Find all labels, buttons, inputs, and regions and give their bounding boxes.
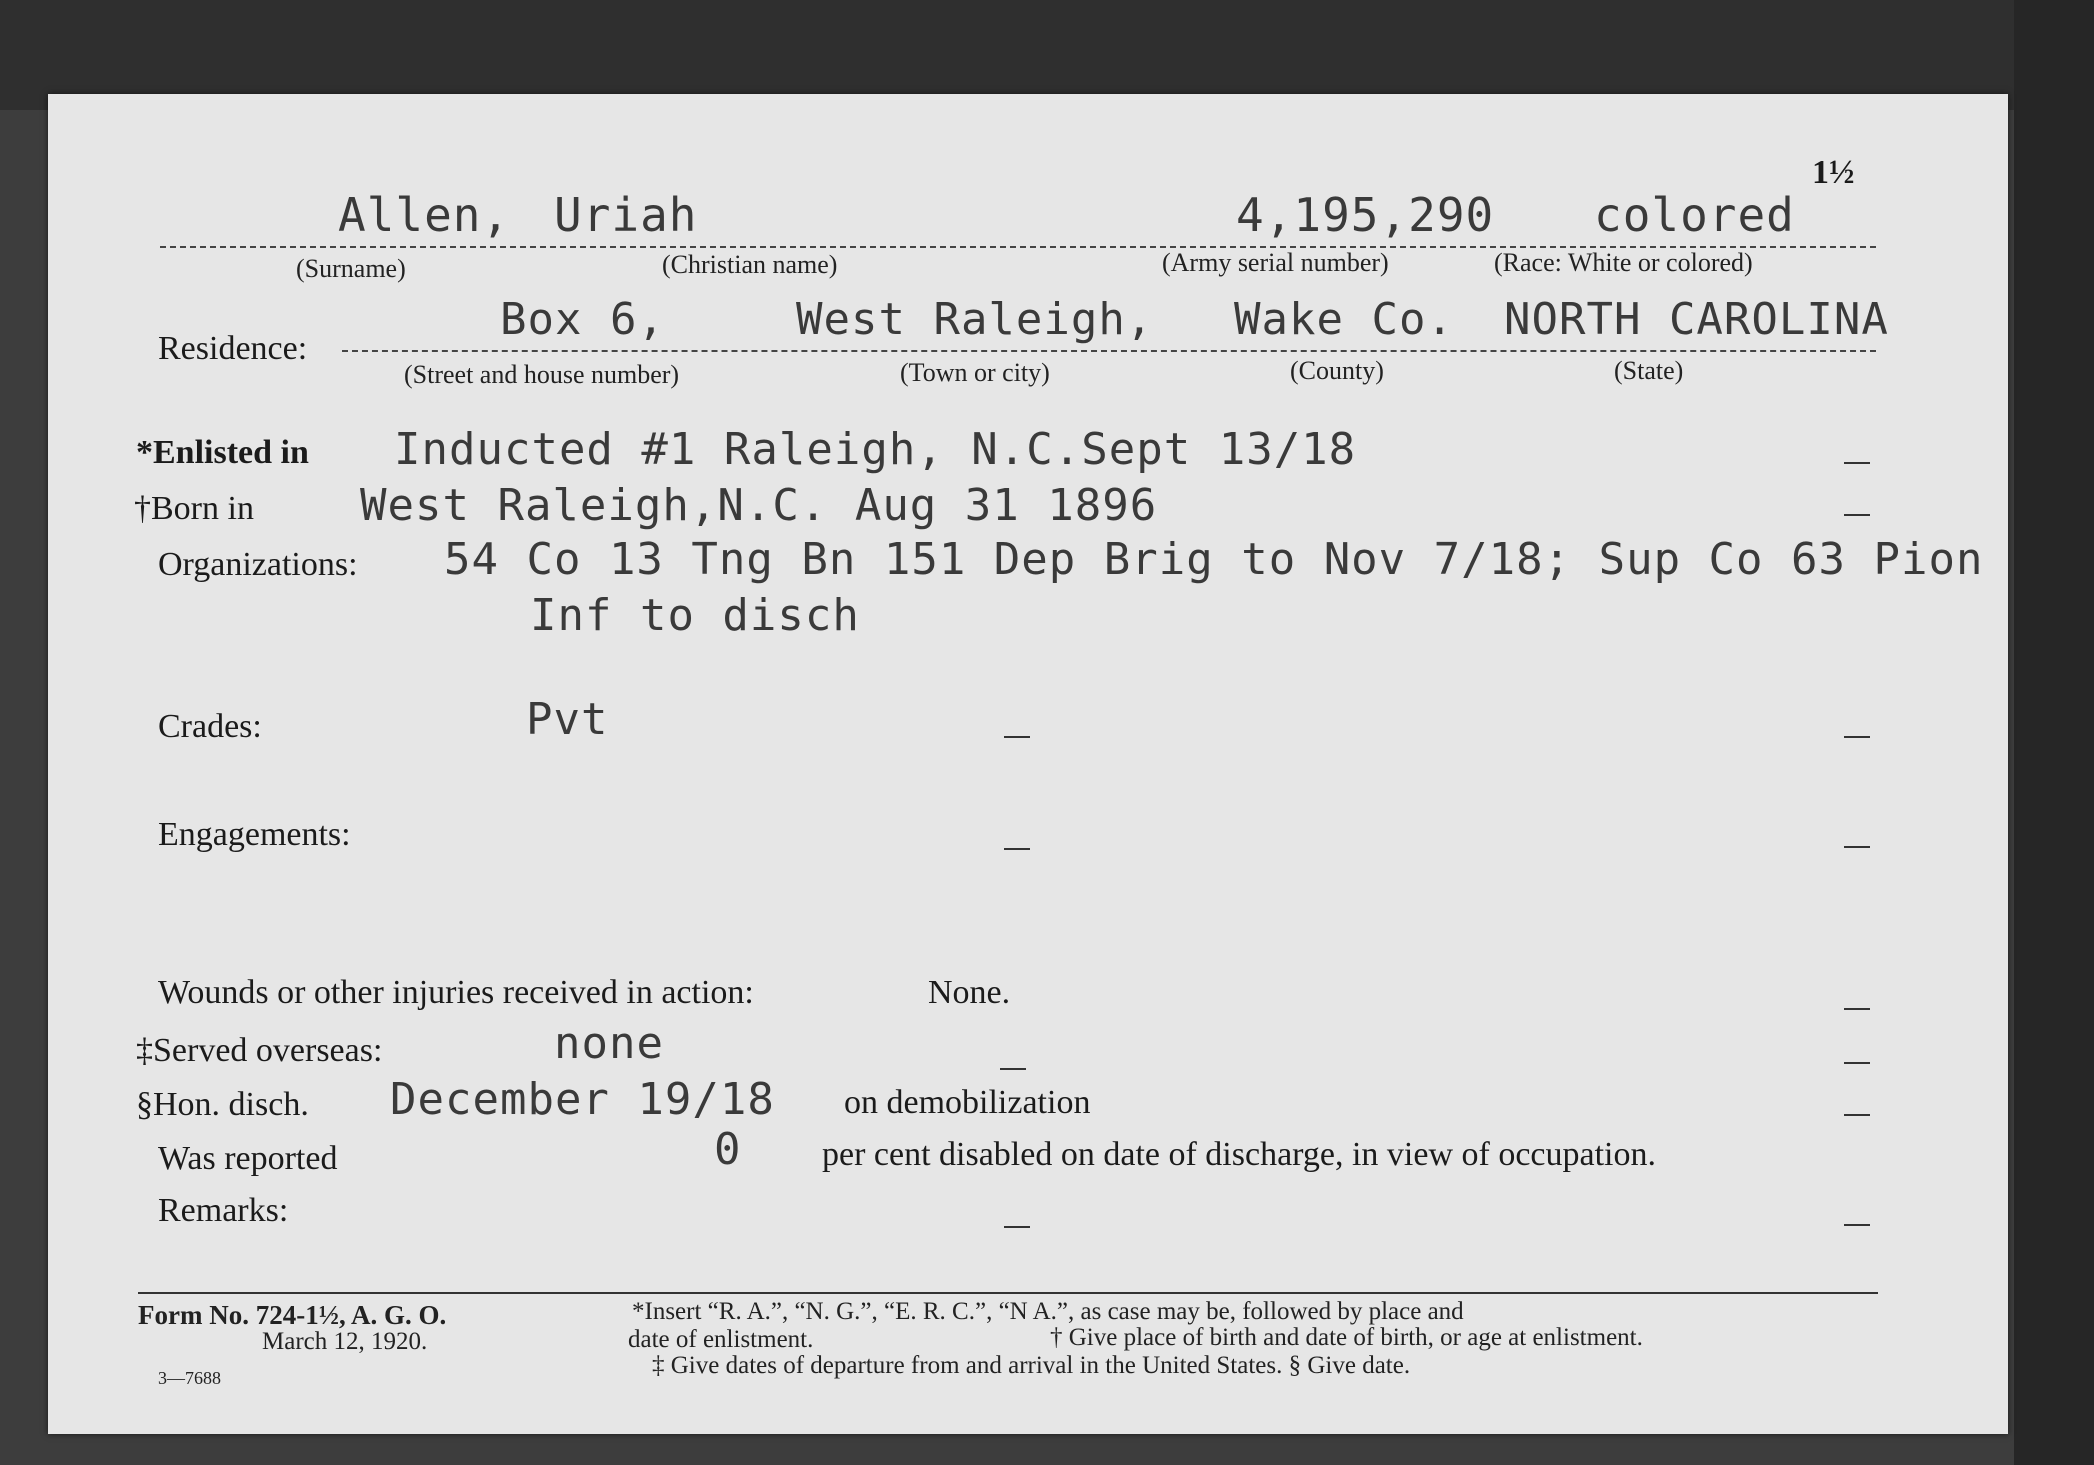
discharge-suffix: on demobilization [844, 1084, 1091, 1121]
reported-suffix: per cent disabled on date of discharge, in view of occupation. [822, 1136, 1656, 1173]
discharge-label: §Hon. disch. [136, 1086, 309, 1123]
engagements-mid-mark [1004, 848, 1030, 850]
engagements-end-mark [1844, 846, 1870, 848]
residence-state-value: NORTH CAROLINA [1504, 294, 1889, 345]
christian-name-value: Uriah [554, 188, 698, 242]
christian-name-caption: (Christian name) [662, 250, 838, 279]
record-card [48, 94, 2008, 1434]
overseas-label: ‡Served overseas: [136, 1032, 383, 1069]
remarks-mid-mark [1004, 1226, 1030, 1228]
serial-number-value: 4,195,290 [1236, 188, 1495, 242]
wounds-label: Wounds or other injuries received in action: [158, 974, 754, 1011]
surname-caption: (Surname) [296, 254, 406, 283]
grades-value: Pvt [526, 694, 609, 745]
residence-street-value: Box 6, [500, 294, 665, 345]
grades-label: Crades: [158, 708, 262, 745]
residence-county-value: Wake Co. [1234, 294, 1454, 345]
grades-mid-mark [1004, 736, 1030, 738]
organizations-line-2: Inf to disch [530, 590, 860, 641]
enlisted-label: *Enlisted in [136, 434, 309, 471]
born-end-mark [1844, 514, 1870, 516]
born-label: †Born in [134, 490, 254, 527]
footer-rule [138, 1292, 1878, 1294]
overseas-end-mark [1844, 1062, 1870, 1064]
discharge-end-mark [1844, 1114, 1870, 1116]
discharge-value: December 19/18 [390, 1074, 775, 1125]
grades-end-mark [1844, 736, 1870, 738]
surname-value: Allen, [338, 188, 511, 242]
footnote-line-2b: † Give place of birth and date of birth, or age at enlistment. [1050, 1324, 1643, 1351]
county-caption: (County) [1290, 356, 1384, 385]
residence-label: Residence: [158, 330, 308, 367]
reported-label: Was reported [158, 1140, 338, 1177]
overseas-mid-mark [1000, 1068, 1026, 1070]
born-value: West Raleigh,N.C. Aug 31 1896 [360, 480, 1158, 531]
residence-town-value: West Raleigh, [796, 294, 1154, 345]
remarks-end-mark [1844, 1224, 1870, 1226]
overseas-value: none [554, 1018, 664, 1069]
reported-value: 0 [714, 1124, 742, 1175]
form-date: March 12, 1920. [262, 1328, 428, 1355]
serial-number-caption: (Army serial number) [1162, 248, 1389, 277]
footnote-line-2a: date of enlistment. [628, 1326, 814, 1353]
enlisted-value: Inducted #1 Raleigh, N.C.Sept 13/18 [394, 424, 1357, 475]
race-caption: (Race: White or colored) [1494, 248, 1753, 277]
remarks-label: Remarks: [158, 1192, 289, 1229]
engagements-label: Engagements: [158, 816, 351, 853]
wounds-end-mark [1844, 1008, 1870, 1010]
enlisted-end-mark [1844, 462, 1870, 464]
scan-background-right [2014, 0, 2094, 1465]
town-caption: (Town or city) [900, 358, 1050, 387]
organizations-label: Organizations: [158, 546, 358, 583]
state-caption: (State) [1614, 356, 1684, 385]
organizations-line-1: 54 Co 13 Tng Bn 151 Dep Brig to Nov 7/18; Sup Co 63 Pion [444, 534, 1984, 585]
print-code: 3—7688 [158, 1368, 221, 1388]
wounds-value: None. [928, 974, 1011, 1011]
street-caption: (Street and house number) [404, 360, 680, 389]
footnote-line-1: *Insert “R. A.”, “N. G.”, “E. R. C.”, “N A.”, as case may be, followed by place and [632, 1298, 1464, 1325]
form-number: Form No. 724-1½, A. G. O. [138, 1300, 447, 1330]
race-value: colored [1594, 188, 1795, 242]
footnote-line-3: ‡ Give dates of departure from and arrival in the United States. § Give date. [652, 1352, 1411, 1379]
residence-line [342, 350, 1876, 352]
corner-note: 1½ [1812, 154, 1855, 191]
